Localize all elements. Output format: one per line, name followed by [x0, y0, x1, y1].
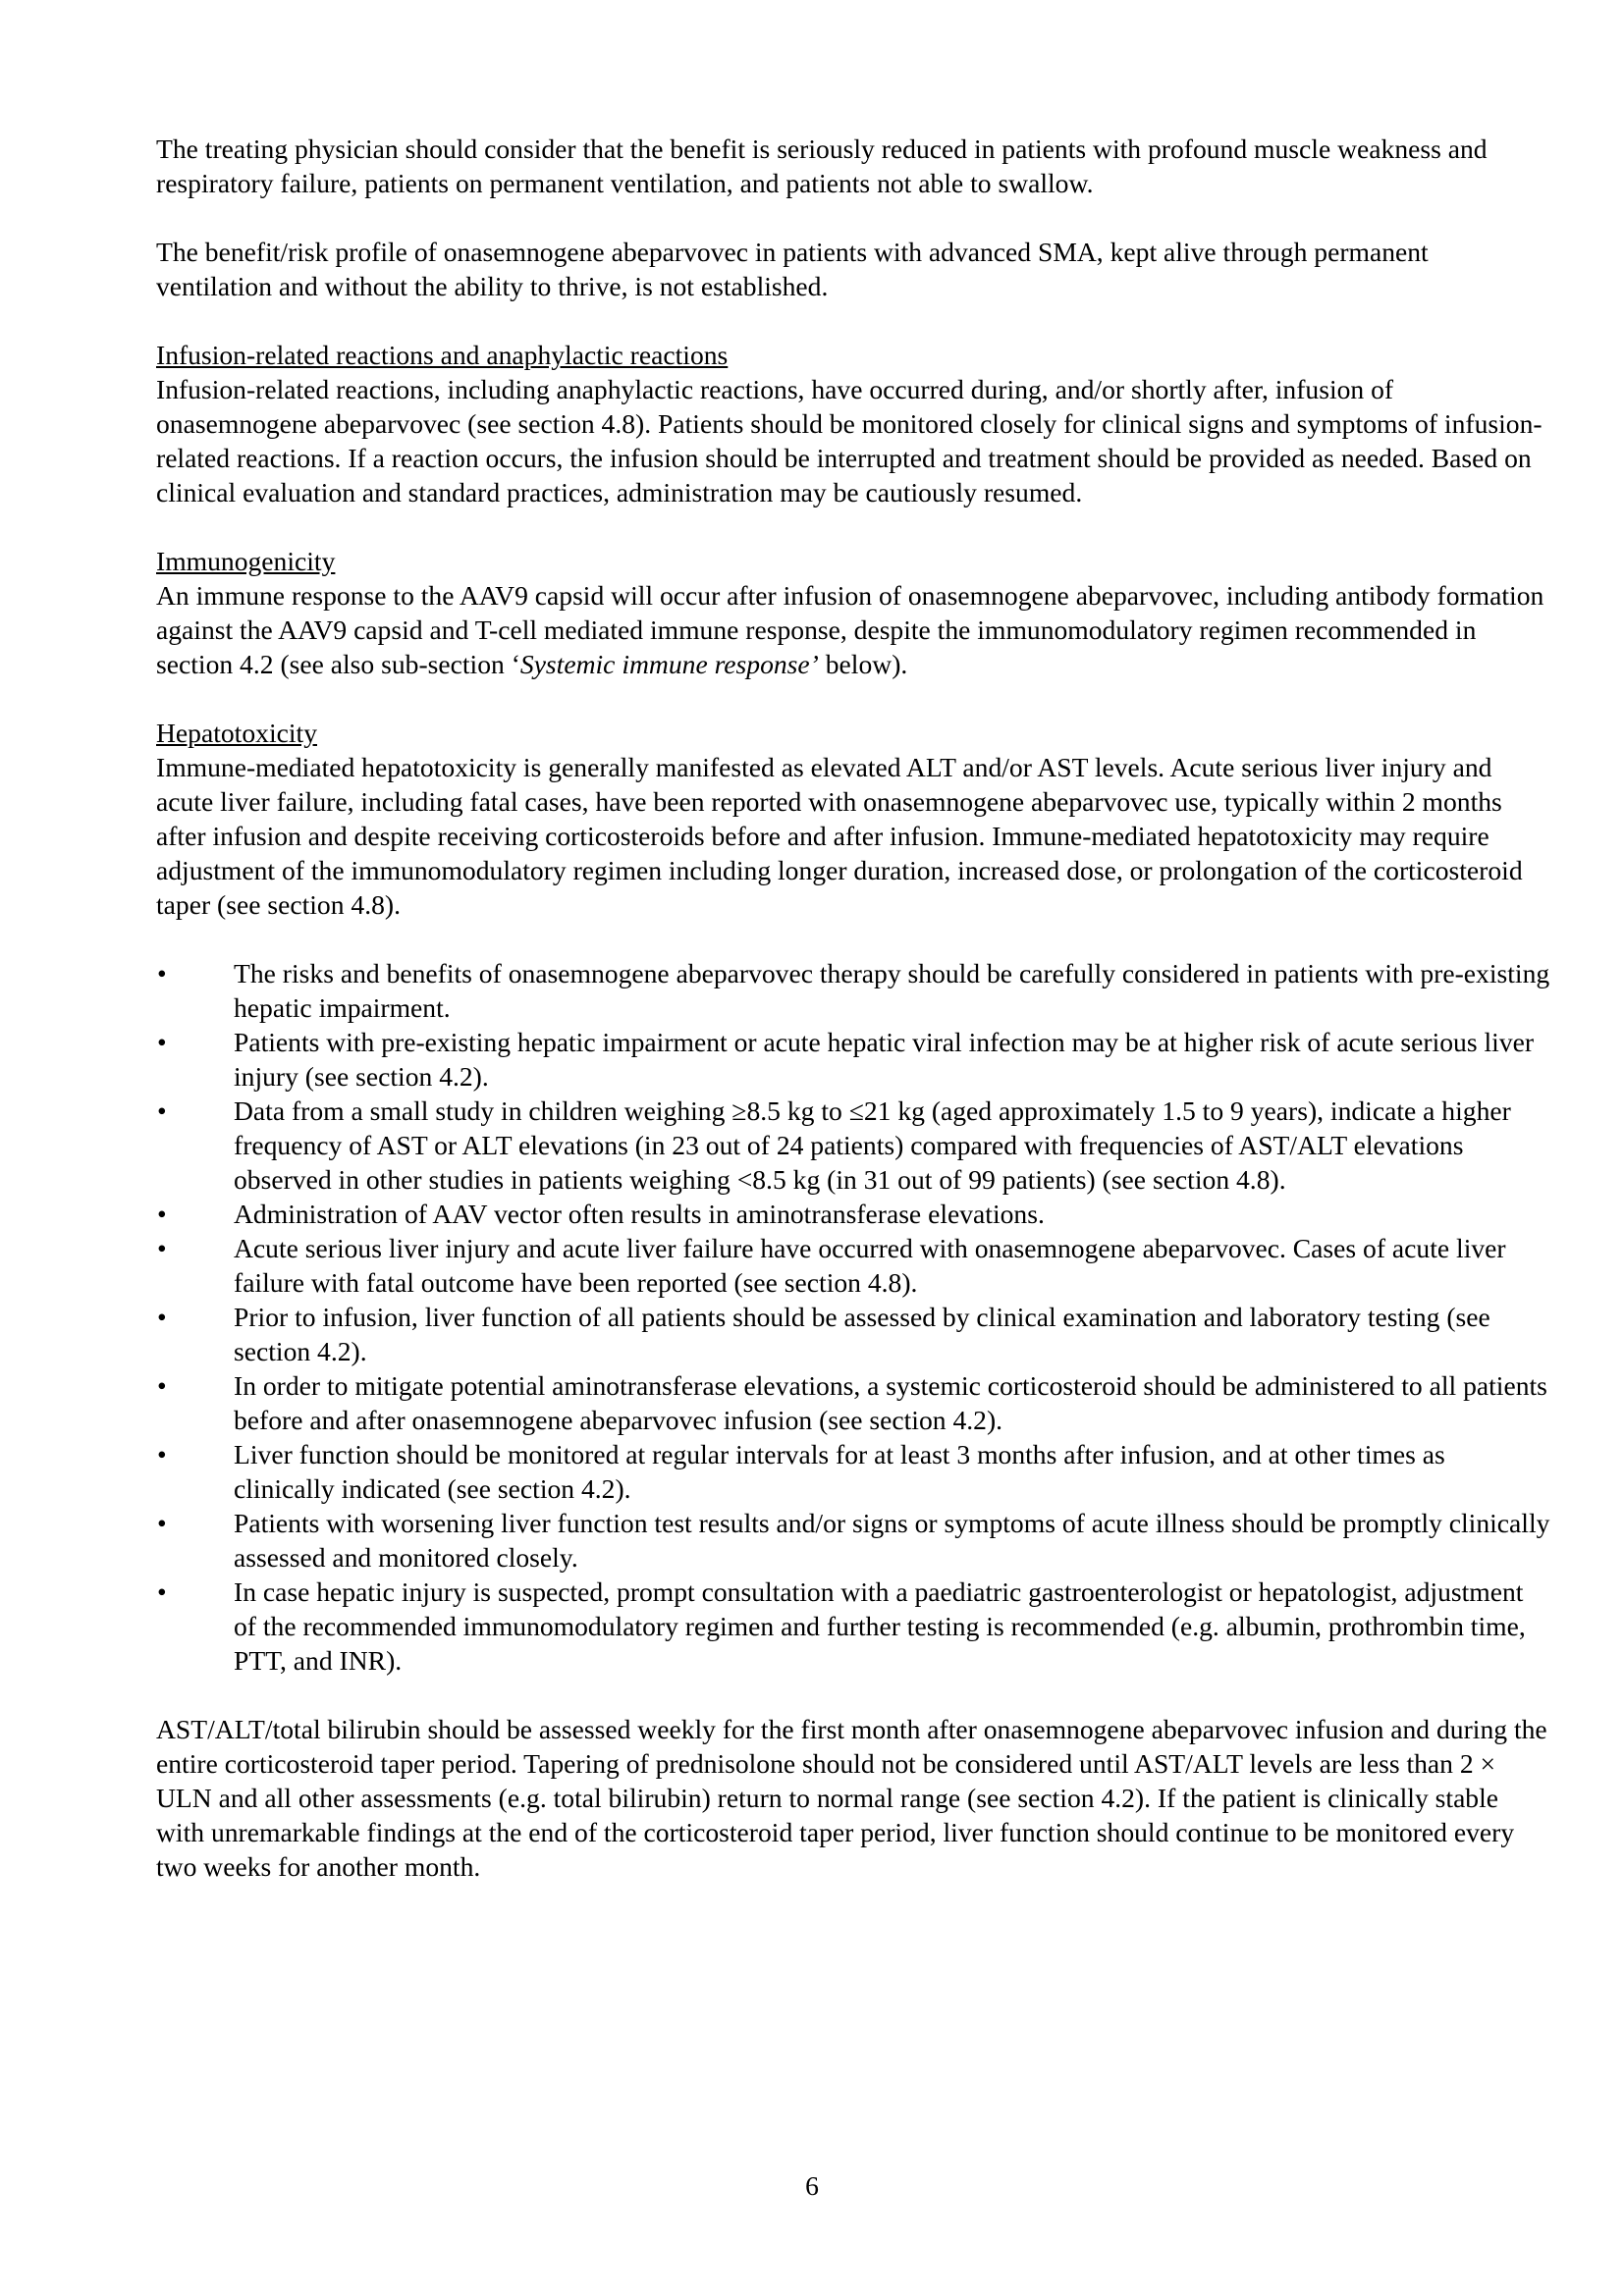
bullet-icon: •: [157, 1199, 167, 1229]
list-item-text: Data from a small study in children weighing ≥8.5 kg to ≤21 kg (aged approximately 1.5 to 9 years), indicate a higher frequency of AST or ALT elevations (in 23 out of 24 patients) compared with frequencies of AST/ALT elevations observed in other studies in patients weighing <8.5 kg (in 31 out of 99 patients) (see section 4.8).: [234, 1095, 1511, 1195]
list-item-text: In case hepatic injury is suspected, prompt consultation with a paediatric gastroenterologist or hepatologist, adjustment of the recommended immunomodulatory regimen and further testing is recommended (e.g. albumin, prothrombin time, PTT, and INR).: [234, 1576, 1526, 1676]
heading-immunogenicity: Immunogenicity: [156, 546, 336, 576]
bullet-icon: •: [157, 1233, 167, 1263]
paragraph-hepatotoxicity: Immune-mediated hepatotoxicity is generally manifested as elevated ALT and/or AST levels. Acute serious liver injury and acute liver failure, including fatal cases, have been reported with onasemnogene abeparvovec use, typically within 2 months after infusion and despite receiving corticosteroids before and after infusion. Immune-mediated hepatotoxicity may require adjustment of the immunomodulatory regimen including longer duration, increased dose, or prolongation of the corticosteroid taper (see section 4.8).: [156, 752, 1523, 920]
list-item-text: Prior to infusion, liver function of all patients should be assessed by clinical examination and laboratory testing (see section 4.2).: [234, 1302, 1490, 1366]
hepatotoxicity-bullet-list: [156, 956, 1550, 1678]
list-item: [156, 1437, 1550, 1506]
heading-infusion-reactions: Infusion-related reactions and anaphylactic reactions: [156, 340, 729, 370]
paragraph-benefit-risk: The benefit/risk profile of onasemnogene abeparvovec in patients with advanced SMA, kept alive through permanent ventilation and without the ability to thrive, is not established.: [156, 237, 1429, 301]
list-item-text: Patients with worsening liver function test results and/or signs or symptoms of acute illness should be promptly clinically assessed and monitored closely.: [234, 1508, 1550, 1573]
page-content: [156, 132, 1550, 1918]
section-immunogenicity: [156, 544, 1550, 681]
page-number: 6: [805, 2170, 819, 2201]
bullet-icon: •: [157, 1508, 167, 1538]
paragraph-immunogenicity-start: An immune response to the AAV9 capsid will occur after infusion of onasemnogene abeparvovec, including antibody formation against the AAV9 capsid and T-cell mediated immune response, despite the immunomodulatory regimen recommended in section 4.2 (see also sub-section ‘: [156, 580, 1544, 679]
list-item: [156, 1506, 1550, 1575]
list-item-text: The risks and benefits of onasemnogene abeparvovec therapy should be carefully considered in patients with pre-existing hepatic impairment.: [234, 958, 1550, 1023]
section-infusion-reactions: [156, 338, 1550, 509]
list-item: [156, 1368, 1550, 1437]
list-item: [156, 1025, 1550, 1094]
list-item: [156, 1231, 1550, 1300]
list-item-text: Patients with pre-existing hepatic impairment or acute hepatic viral infection may be at higher risk of acute serious liver injury (see section 4.2).: [234, 1027, 1535, 1092]
paragraph-infusion-reactions: Infusion-related reactions, including anaphylactic reactions, have occurred during, and/or shortly after, infusion of onasemnogene abeparvovec (see section 4.8). Patients should be monitored closely for clinical signs and symptoms of infusion-related reactions. If a reaction occurs, the infusion should be interrupted and treatment should be provided as needed. Based on clinical evaluation and standard practices, administration may be cautiously resumed.: [156, 374, 1543, 507]
paragraph-benefit-reduced: The treating physician should consider that the benefit is seriously reduced in patients with profound muscle weakness and respiratory failure, patients on permanent ventilation, and patients not able to swallow.: [156, 133, 1488, 198]
list-item: [156, 956, 1550, 1025]
bullet-icon: •: [157, 1027, 167, 1057]
bullet-icon: •: [157, 958, 167, 988]
list-item-text: Acute serious liver injury and acute liver failure have occurred with onasemnogene abeparvovec. Cases of acute liver failure with fatal outcome have been reported (see section 4.8).: [234, 1233, 1506, 1298]
paragraph-immunogenicity-italic: Systemic immune response’: [519, 649, 819, 679]
section-hepatotoxicity: [156, 716, 1550, 922]
bullet-icon: •: [157, 1095, 167, 1126]
list-item: [156, 1197, 1550, 1231]
paragraph-monitoring: AST/ALT/total bilirubin should be assessed weekly for the first month after onasemnogene abeparvovec infusion and during the entire corticosteroid taper period. Tapering of prednisolone should not be considered until AST/ALT levels are less than 2 × ULN and all other assessments (e.g. total bilirubin) return to normal range (see section 4.2). If the patient is clinically stable with unremarkable findings at the end of the corticosteroid taper period, liver function should continue to be monitored every two weeks for another month.: [156, 1714, 1547, 1882]
list-item-text: In order to mitigate potential aminotransferase elevations, a systemic corticosteroid should be administered to all patients before and after onasemnogene abeparvovec infusion (see section 4.2).: [234, 1370, 1547, 1435]
list-item: [156, 1575, 1550, 1678]
bullet-icon: •: [157, 1439, 167, 1469]
bullet-icon: •: [157, 1370, 167, 1401]
list-item: [156, 1300, 1550, 1368]
heading-hepatotoxicity: Hepatotoxicity: [156, 718, 317, 748]
bullet-icon: •: [157, 1576, 167, 1607]
paragraph-immunogenicity-end: below).: [818, 649, 908, 679]
bullet-icon: •: [157, 1302, 167, 1332]
list-item-text: Administration of AAV vector often results in aminotransferase elevations.: [234, 1199, 1045, 1229]
list-item-text: Liver function should be monitored at regular intervals for at least 3 months after infusion, and at other times as clinically indicated (see section 4.2).: [234, 1439, 1445, 1504]
list-item: [156, 1094, 1550, 1197]
